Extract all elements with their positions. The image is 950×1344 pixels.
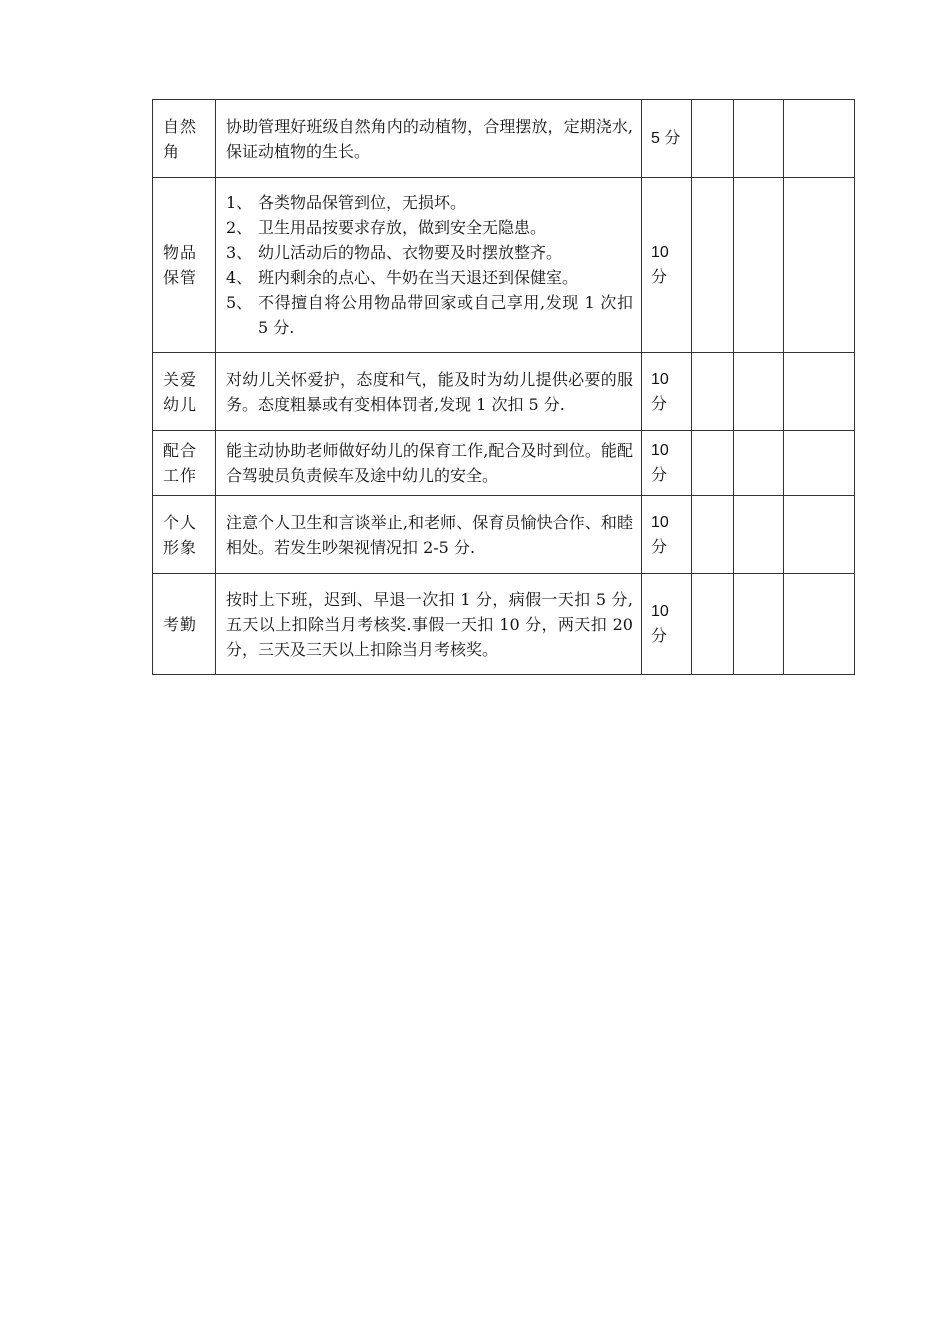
list-number: 5、: [226, 293, 253, 312]
score-cell: [734, 178, 784, 353]
row-points: 10 分: [642, 353, 692, 431]
score-cell: [734, 496, 784, 574]
score-cell: [692, 353, 734, 431]
row-category: 物品保管: [153, 178, 216, 353]
list-text: 班内剩余的点心、牛奶在当天退还到保健室。: [258, 268, 579, 287]
score-cell: [734, 574, 784, 675]
list-number: 2、: [226, 218, 253, 237]
list-text: 幼儿活动后的物品、衣物要及时摆放整齐。: [258, 243, 563, 262]
score-cell: [692, 574, 734, 675]
row-description-list: [216, 178, 642, 353]
row-points: 5 分: [642, 100, 692, 178]
score-cell: [692, 431, 734, 496]
list-item: [226, 190, 633, 215]
score-cell: [734, 100, 784, 178]
row-description: 注意个人卫生和言谈举止,和老师、保育员愉快合作、和睦相处。若发生吵架视情况扣 2-5 分.: [216, 496, 642, 574]
row-points: 10 分: [642, 574, 692, 675]
score-cell: [784, 574, 855, 675]
row-points: 10 分: [642, 496, 692, 574]
row-category: 自然角: [153, 100, 216, 178]
row-points: 10 分: [642, 178, 692, 353]
list-text: 各类物品保管到位，无损坏。: [258, 193, 467, 212]
row-description: 按时上下班，迟到、早退一次扣 1 分，病假一天扣 5 分,五天以上扣除当月考核奖.事假一天扣 10 分，两天扣 20 分，三天及三天以上扣除当月考核奖。: [216, 574, 642, 675]
list-item: [226, 265, 633, 290]
row-description: 能主动协助老师做好幼儿的保育工作,配合及时到位。能配合驾驶员负责候车及途中幼儿的安全。: [216, 431, 642, 496]
score-cell: [692, 496, 734, 574]
row-points: 10 分: [642, 431, 692, 496]
score-cell: [784, 353, 855, 431]
score-cell: [734, 353, 784, 431]
list-text: 不得擅自将公用物品带回家或自己享用,发现 1 次扣 5 分.: [258, 293, 633, 337]
row-description: 协助管理好班级自然角内的动植物，合理摆放，定期浇水,保证动植物的生长。: [216, 100, 642, 178]
assessment-table: [152, 99, 855, 675]
list-item: [226, 215, 633, 240]
score-cell: [692, 100, 734, 178]
table-row: [153, 574, 855, 675]
list-item: [226, 240, 633, 265]
table-row: [153, 100, 855, 178]
score-cell: [692, 178, 734, 353]
score-cell: [734, 431, 784, 496]
score-cell: [784, 496, 855, 574]
score-cell: [784, 100, 855, 178]
table-row: [153, 353, 855, 431]
table-row: [153, 496, 855, 574]
score-cell: [784, 431, 855, 496]
list-number: 1、: [226, 193, 253, 212]
list-number: 4、: [226, 268, 253, 287]
list-text: 卫生用品按要求存放，做到安全无隐患。: [258, 218, 547, 237]
row-category: 考勤: [153, 574, 216, 675]
score-cell: [784, 178, 855, 353]
list-number: 3、: [226, 243, 253, 262]
row-description: 对幼儿关怀爱护，态度和气，能及时为幼儿提供必要的服务。态度粗暴或有变相体罚者,发现 1 次扣 5 分.: [216, 353, 642, 431]
table-row: [153, 431, 855, 496]
row-category: 配合工作: [153, 431, 216, 496]
row-category: 个人形象: [153, 496, 216, 574]
row-category: 关爱幼儿: [153, 353, 216, 431]
list-item: [226, 290, 633, 340]
table-row: [153, 178, 855, 353]
